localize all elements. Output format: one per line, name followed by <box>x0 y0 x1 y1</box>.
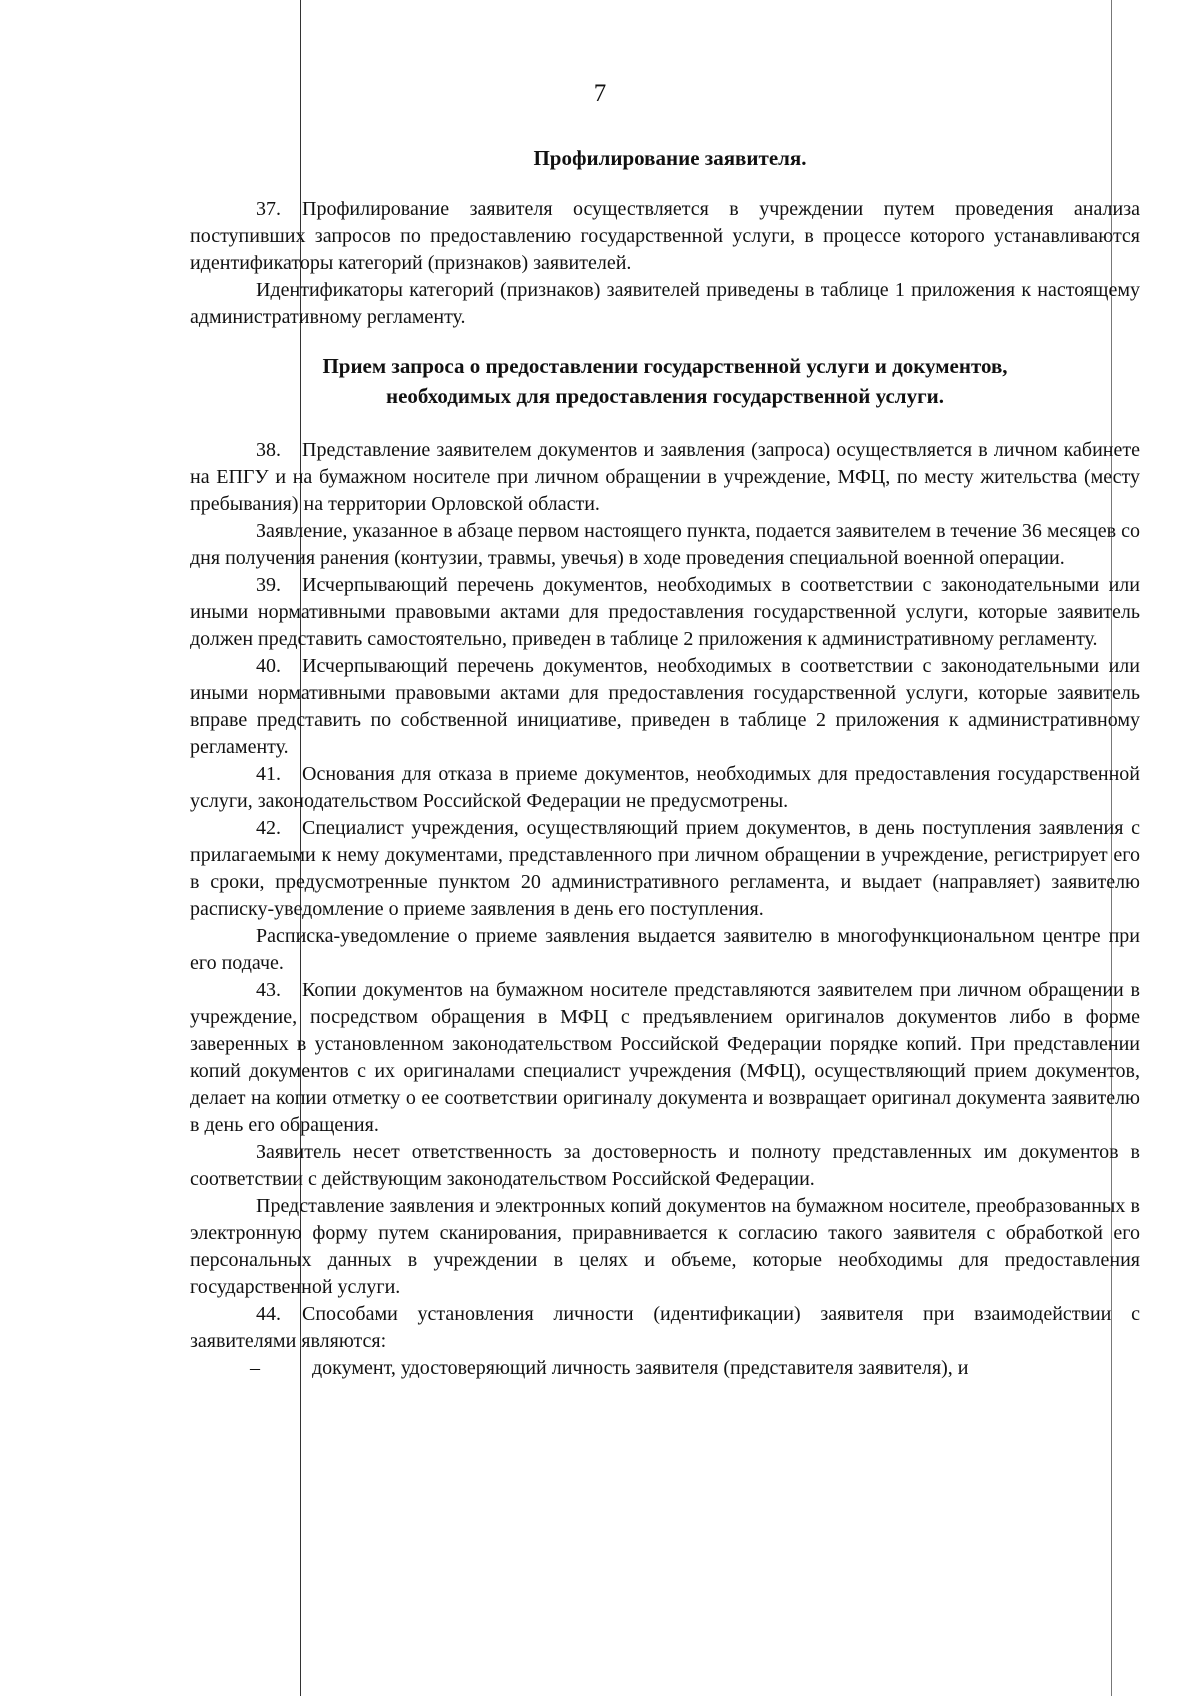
paragraph-text: Исчерпывающий перечень документов, необходимых в соответствии с законодательными или иными нормативными правовыми актами для предоставления государственной услуги, которые заявитель должен представить самостоятельно, приведен в таблице 2 приложения к административному регламенту. <box>190 574 1140 650</box>
paragraph-37-b: Идентификаторы категорий (признаков) заявителей приведены в таблице 1 приложения к настоящему административному регламенту. <box>190 279 1140 328</box>
paragraph-43 <box>190 977 1140 1139</box>
paragraph-44 <box>190 1301 1140 1355</box>
paragraph-number: 37. <box>256 198 281 220</box>
paragraph-39 <box>190 572 1140 653</box>
page-number: 7 <box>593 80 607 107</box>
paragraph-text: Представление заявителем документов и заявления (запроса) осуществляется в личном кабинете на ЕПГУ и на бумажном носителе при личном обращении в учреждение, МФЦ, по месту жительства (месту пребывания) на территории Орловской области. <box>190 439 1140 515</box>
paragraph-number: 39. <box>256 574 281 596</box>
paragraph-text: Специалист учреждения, осуществляющий прием документов, в день поступления заявления с прилагаемыми к нему документами, представленного при личном обращении в учреждение, регистрирует его в сроки, предусмотренные пунктом 20 административного регламента, и выдает (направляет) заявителю расписку-уведомление о приеме заявления в день его поступления. <box>190 817 1140 920</box>
dash-item-text: документ, удостоверяющий личность заявителя (представителя заявителя), и <box>312 1357 969 1379</box>
paragraph-number: 38. <box>256 439 281 461</box>
paragraph-text: Копии документов на бумажном носителе представляются заявителем при личном обращении в учреждение, посредством обращения в МФЦ с предъявлением оригиналов документов либо в форме заверенных в установленном законодательством Российской Федерации порядке копий. При представлении копий документов с их оригиналами специалист учреждения (МФЦ), осуществляющий прием документов, делает на копии отметку о ее соответствии оригиналу документа и возвращает оригинал документа заявителю в день его обращения. <box>190 979 1140 1136</box>
paragraph-40 <box>190 653 1140 761</box>
spacer <box>190 411 1140 437</box>
section-title-request-line2: необходимых для предоставления государственной услуги. <box>386 384 944 408</box>
section-title-profiling: Профилирование заявителя. <box>533 146 807 170</box>
paragraph-43-c: Представление заявления и электронных копий документов на бумажном носителе, преобразованных в электронную форму путем сканирования, приравнивается к согласию такого заявителя с обработкой его персональных данных в учреждении в целях и объеме, которые необходимы для предоставления государственной услуги. <box>190 1195 1140 1298</box>
paragraph-42 <box>190 815 1140 923</box>
paragraph-41 <box>190 761 1140 815</box>
dash-marker: – <box>250 1357 260 1379</box>
paragraph-text: Основания для отказа в приеме документов, необходимых для предоставления государственной услуги, законодательством Российской Федерации не предусмотрены. <box>190 763 1140 812</box>
paragraph-text: Профилирование заявителя осуществляется в учреждении путем проведения анализа поступивших запросов по предоставлению государственной услуги, в процессе которого устанавливаются идентификаторы категорий (признаков) заявителей. <box>190 198 1140 274</box>
paragraph-43-b: Заявитель несет ответственность за достоверность и полноту представленных им документов в соответствии с действующим законодательством Российской Федерации. <box>190 1141 1140 1190</box>
spacer <box>190 331 1140 351</box>
paragraph-38-b: Заявление, указанное в абзаце первом настоящего пункта, подается заявителем в течение 36 месяцев со дня получения ранения (контузии, травмы, увечья) в ходе проведения специальной военной операции. <box>190 520 1140 569</box>
paragraph-number: 41. <box>256 763 281 785</box>
paragraph-number: 42. <box>256 817 281 839</box>
section-title-request-line1: Прием запроса о предоставлении государственной услуги и документов, <box>322 354 1008 378</box>
document-body <box>190 196 1140 1382</box>
paragraph-number: 43. <box>256 979 281 1001</box>
paragraph-38 <box>190 437 1140 518</box>
paragraph-number: 44. <box>256 1303 281 1325</box>
paragraph-42-b: Расписка-уведомление о приеме заявления выдается заявителю в многофункциональном центре при его подаче. <box>190 925 1140 974</box>
dash-list-item <box>190 1355 1140 1382</box>
paragraph-number: 40. <box>256 655 281 677</box>
paragraph-text: Способами установления личности (идентификации) заявителя при взаимодействии с заявителями являются: <box>190 1303 1140 1352</box>
paragraph-37 <box>190 196 1140 277</box>
paragraph-text: Исчерпывающий перечень документов, необходимых в соответствии с законодательными или иными нормативными правовыми актами для предоставления государственной услуги, которые заявитель вправе представить по собственной инициативе, приведен в таблице 2 приложения к административному регламенту. <box>190 655 1140 758</box>
